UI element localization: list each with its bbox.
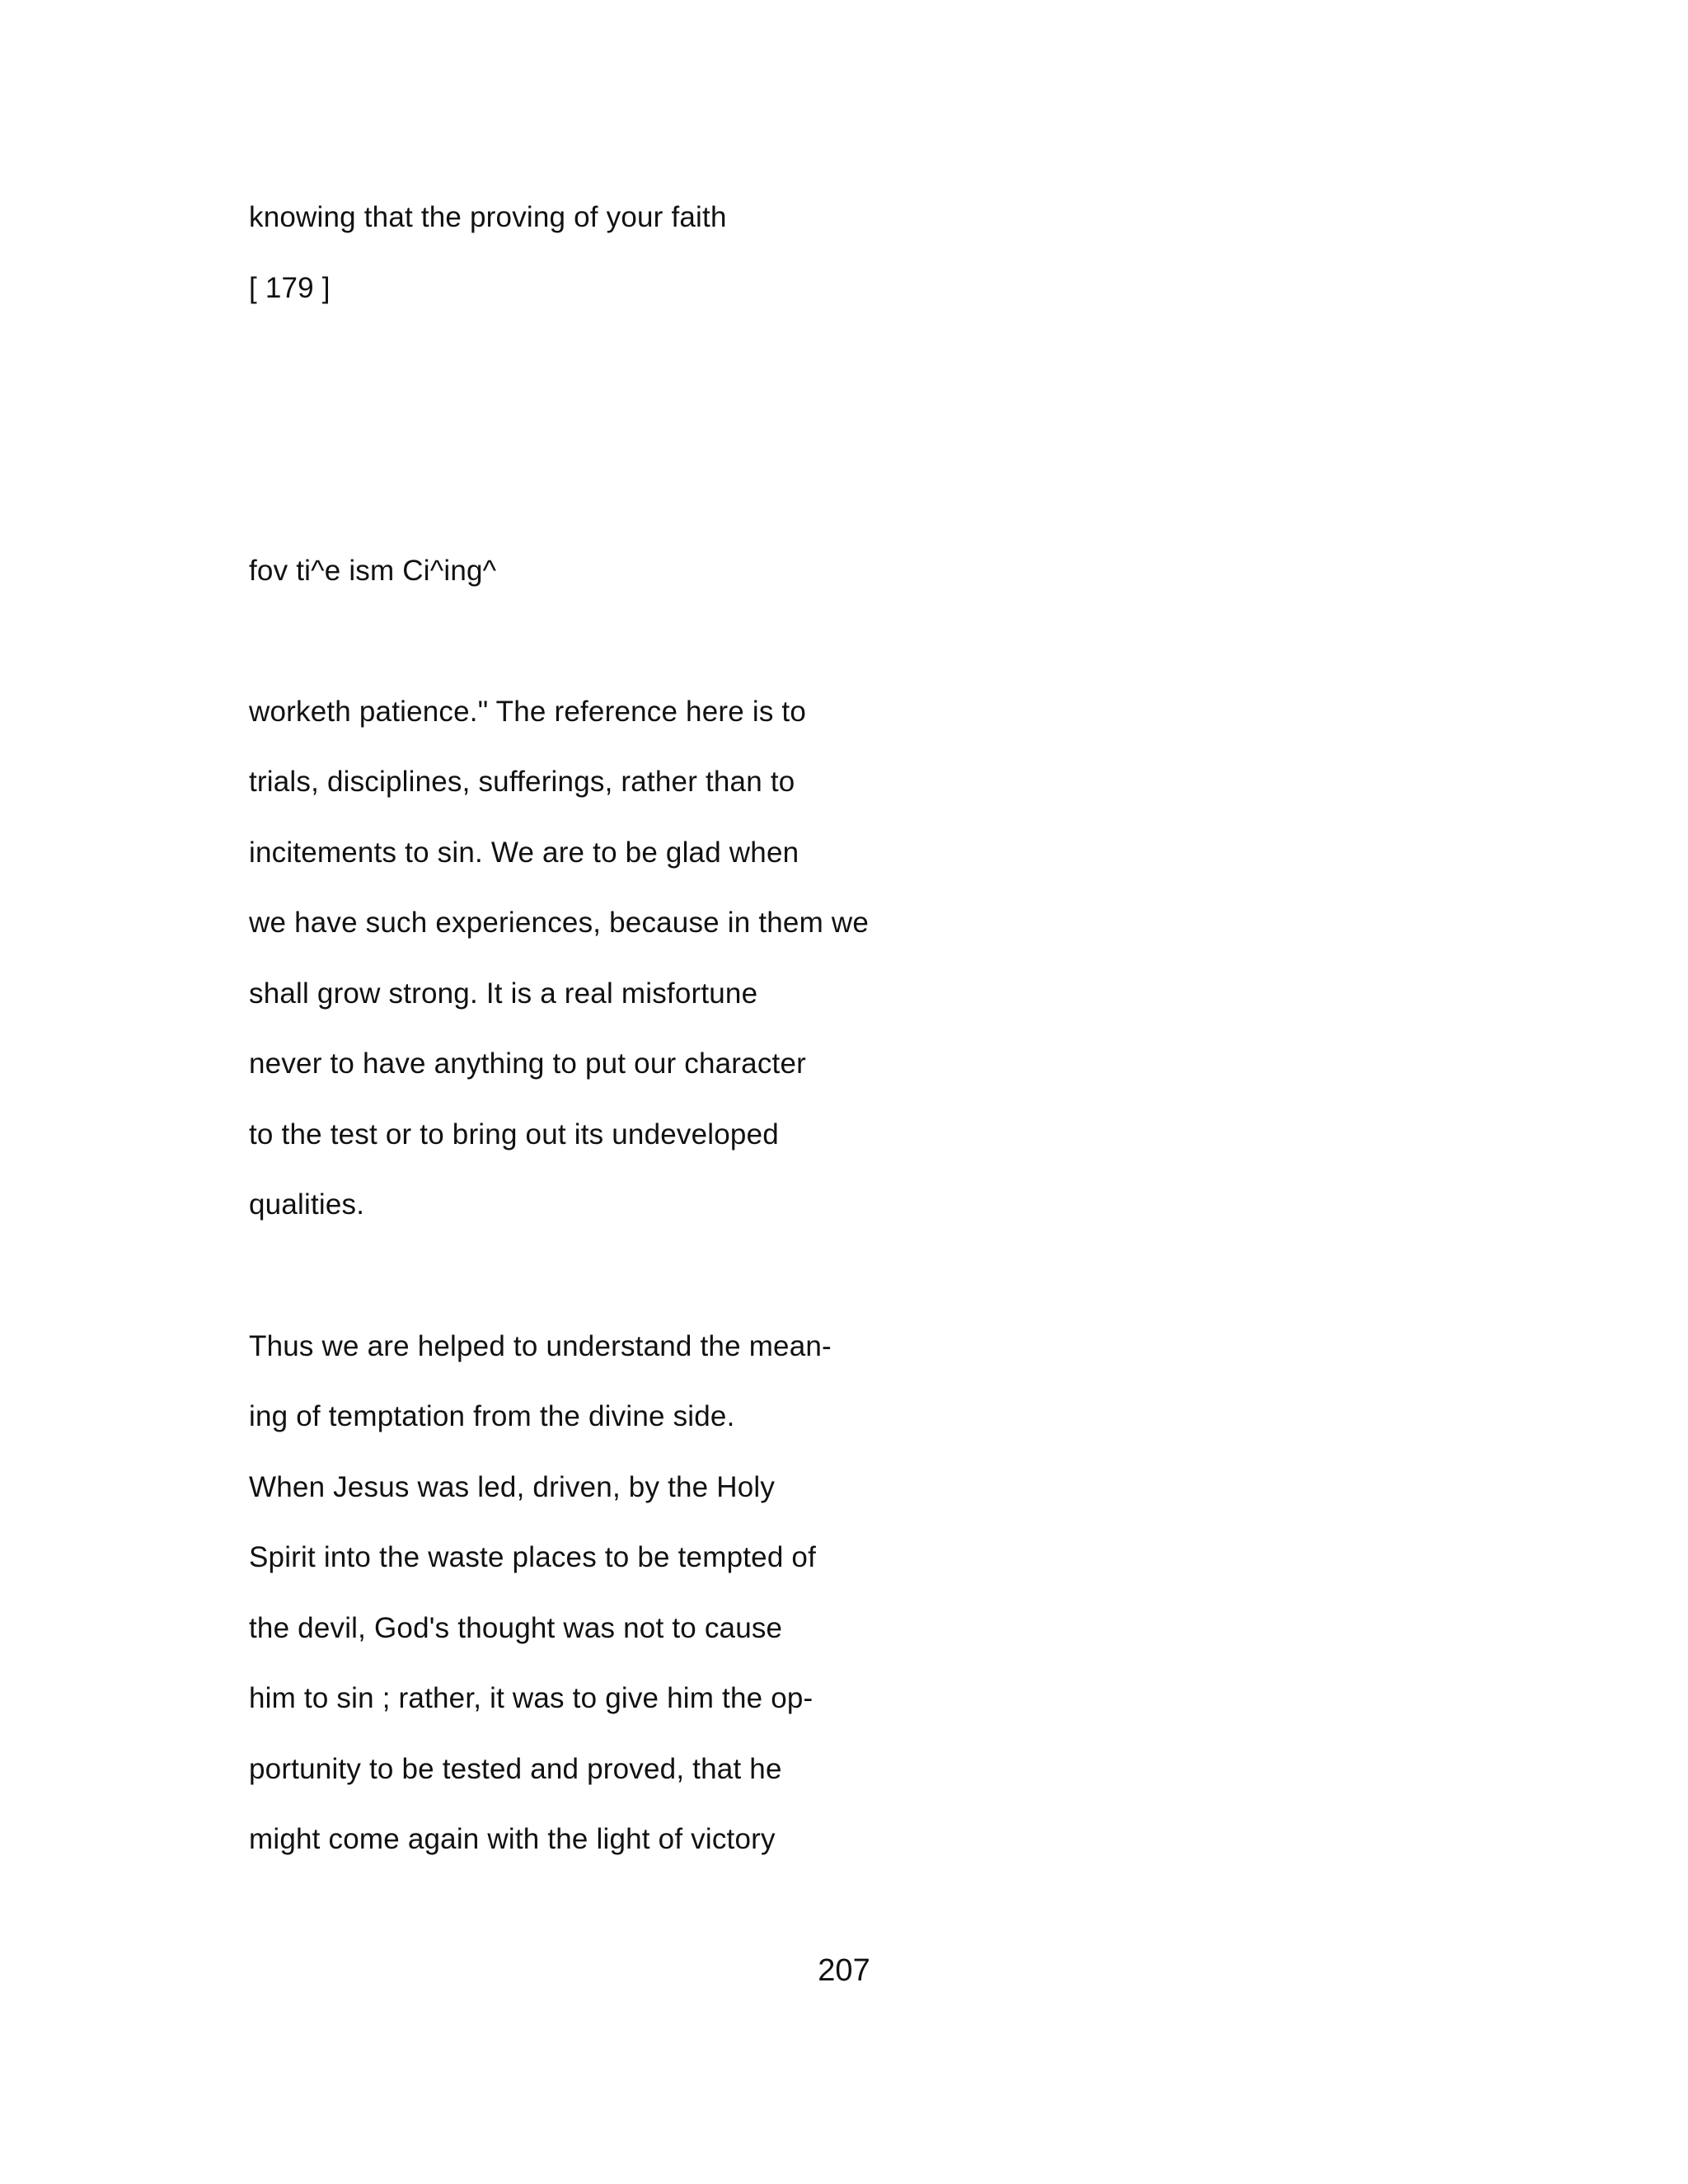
- text-line: trials, disciplines, sufferings, rather than to: [249, 766, 795, 798]
- text-line: the devil, God's thought was not to cause: [249, 1612, 783, 1644]
- text-line: ing of temptation from the divine side.: [249, 1400, 735, 1432]
- bracket-page-ref: [ 179 ]: [249, 272, 331, 304]
- text-line: worketh patience." The reference here is to: [249, 696, 807, 728]
- running-head: fov ti^e ism Ci^ing^: [249, 555, 497, 587]
- text-line: Thus we are helped to understand the mean-: [249, 1330, 832, 1362]
- text-line: never to have anything to put our character: [249, 1047, 806, 1080]
- text-line: Spirit into the waste places to be tempted of: [249, 1541, 816, 1573]
- text-line: we have such experiences, because in them we: [249, 907, 870, 939]
- text-line: to the test or to bring out its undeveloped: [249, 1118, 779, 1151]
- text-line: might come again with the light of victory: [249, 1823, 776, 1855]
- text-line: portunity to be tested and proved, that he: [249, 1753, 782, 1785]
- text-line: qualities.: [249, 1188, 365, 1221]
- text-line: him to sin ; rather, it was to give him the op-: [249, 1682, 814, 1714]
- text-line: When Jesus was led, driven, by the Holy: [249, 1471, 776, 1503]
- header-line: knowing that the proving of your faith: [249, 201, 727, 233]
- text-line: shall grow strong. It is a real misfortune: [249, 977, 758, 1010]
- text-line: incitements to sin. We are to be glad when: [249, 837, 799, 869]
- page-number: 207: [818, 1953, 870, 1988]
